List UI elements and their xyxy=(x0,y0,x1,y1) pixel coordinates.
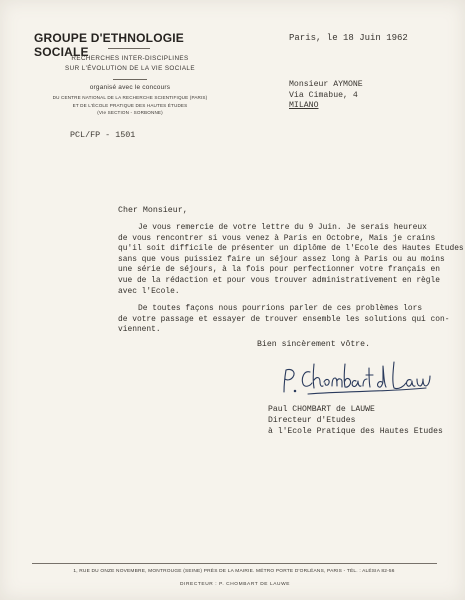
paragraph-line: avec l'Ecole. xyxy=(118,286,180,296)
paragraph-1 xyxy=(118,223,464,297)
signatory-institution: à l'Ecole Pratique des Hautes Etudes xyxy=(268,427,443,436)
org-subtitle-line1: RECHERCHES INTER-DISCIPLINES xyxy=(71,55,189,62)
paragraph-line: Je vous remercie de votre lettre du 9 Juin. Je serais heureux xyxy=(138,223,427,232)
handwritten-signature xyxy=(274,356,434,398)
org-centre-line3: (VIe SECTION - SORBONNE) xyxy=(97,110,163,115)
paragraph-line: sans que vous puissiez faire un séjour assez long à Paris ou au moins xyxy=(118,254,445,264)
signatory-block xyxy=(268,404,443,437)
recipient-name: Monsieur AYMONE xyxy=(289,80,363,89)
letterhead-rule xyxy=(113,79,147,80)
org-centre xyxy=(22,94,238,117)
footer-director: DIRECTEUR : P. CHOMBART DE LAUWE xyxy=(179,582,291,587)
footer-rule xyxy=(32,563,437,564)
paragraph-line: De toutes façons nous pourrions parler de ces problèmes lors xyxy=(138,304,423,313)
footer-address: 1, RUE DU ONZE NOVEMBRE, MONTROUGE (SEINE) PRÈS DE LA MAIRIE. MÉTRO PORTE D'ORLÉANS, PARIS - TÉL. : ALÉSIA 82-56 xyxy=(73,569,395,574)
org-centre-line2: ET DE L'ÉCOLE PRATIQUE DES HAUTES ÉTUDES xyxy=(72,102,188,108)
org-subtitle xyxy=(40,54,220,74)
paragraph-line: vue de la rédaction et pour vous trouver administrativement en règle xyxy=(118,275,440,285)
salutation: Cher Monsieur, xyxy=(118,206,188,215)
closing: Bien sincèrement vôtre. xyxy=(257,340,371,349)
paragraph-2 xyxy=(118,304,458,336)
paragraph-line: de votre passage et essayer de trouver ensemble les solutions qui con- xyxy=(118,314,450,324)
org-subtitle-line2: SUR L'ÉVOLUTION DE LA VIE SOCIALE xyxy=(65,65,195,72)
paragraph-line: une série de séjours, à la fois pour perfectionner votre français en xyxy=(118,265,440,275)
org-with-text: organisé avec le concours xyxy=(89,84,171,91)
signatory-name: Paul CHOMBART de LAUWE xyxy=(268,405,375,414)
letter-date: Paris, le 18 Juin 1962 xyxy=(289,33,408,43)
letterhead-rule xyxy=(108,48,150,49)
reference-number: PCL/FP - 1501 xyxy=(70,130,136,140)
paragraph-line: viennent. xyxy=(118,325,161,335)
org-name: GROUPE D'ETHNOLOGIE SOCIALE xyxy=(34,31,184,59)
signatory-title: Directeur d'Etudes xyxy=(268,416,356,425)
recipient-address xyxy=(289,80,363,112)
org-centre-line1: DU CENTRE NATIONAL DE LA RECHERCHE SCIENTIFIQUE (PARIS) xyxy=(52,95,208,100)
paragraph-line: de vous rencontrer si vous venez à Paris en Octobre, Mais je crains xyxy=(118,233,436,243)
recipient-city: MILANO xyxy=(289,101,319,110)
recipient-street: Via Cimabue, 4 xyxy=(289,90,358,100)
paragraph-line: qu'il soit difficile de présenter un diplôme de l'Ecole des Hautes Etudes xyxy=(118,244,464,254)
